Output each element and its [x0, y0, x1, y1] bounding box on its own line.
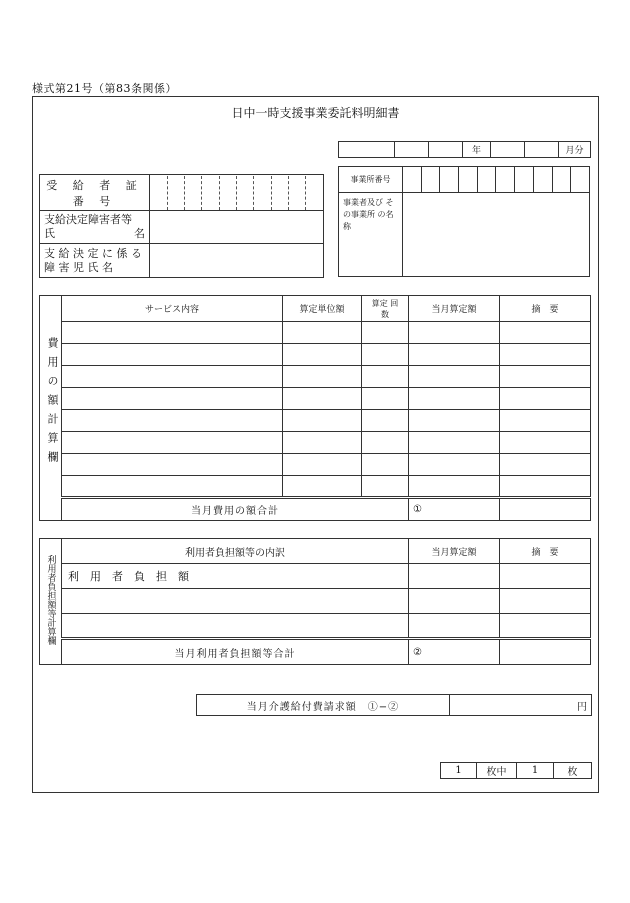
note-cell[interactable]: [500, 388, 591, 410]
office-no-digit[interactable]: [515, 167, 534, 193]
cert-digit[interactable]: [150, 176, 167, 210]
col-burden-amount: 当月算定額: [409, 539, 500, 564]
guardian-label-line1: 支給決定障害者等: [44, 213, 132, 226]
burden-breakdown-cell[interactable]: [62, 589, 409, 614]
form-title: 日中一時支援事業委託料明細書: [231, 106, 400, 120]
service-cell[interactable]: [62, 410, 283, 432]
year-digit-1[interactable]: [395, 142, 429, 158]
count-cell[interactable]: [362, 432, 409, 454]
cert-digit[interactable]: [202, 176, 219, 210]
office-no-digit[interactable]: [403, 167, 422, 193]
col-month-amount: 当月算定額: [409, 296, 500, 322]
burden-total-amount[interactable]: ②: [409, 639, 500, 665]
guardian-label-shi: 氏: [44, 227, 55, 240]
cert-digit[interactable]: [219, 176, 236, 210]
col-note: 摘 要: [500, 296, 591, 322]
service-cell[interactable]: [62, 366, 283, 388]
cost-total-row: [40, 498, 591, 521]
claim-amount-field[interactable]: [450, 695, 592, 716]
unit-cell[interactable]: [283, 432, 362, 454]
cost-row: [40, 476, 591, 498]
guardian-label: [40, 211, 150, 244]
cost-row: [40, 454, 591, 476]
count-cell[interactable]: [362, 388, 409, 410]
unit-cell[interactable]: [283, 344, 362, 366]
year-month-box: [338, 141, 591, 158]
col-count: 算定 回数: [362, 296, 409, 322]
amount-cell[interactable]: [409, 410, 500, 432]
cert-digit[interactable]: [167, 176, 184, 210]
cert-digit[interactable]: [236, 176, 253, 210]
user-burden-table: [39, 538, 591, 665]
burden-total-note[interactable]: [500, 639, 591, 665]
month-label: 月分: [559, 142, 591, 158]
burden-amount-cell[interactable]: [409, 589, 500, 614]
cert-digit[interactable]: [254, 176, 271, 210]
note-cell[interactable]: [500, 432, 591, 454]
cost-row: [40, 432, 591, 454]
cost-row: [40, 410, 591, 432]
cost-total-label: 当月費用の額合計: [62, 498, 409, 521]
cost-row: [40, 388, 591, 410]
burden-side-label: [40, 539, 62, 665]
office-block: [338, 166, 590, 277]
service-cell[interactable]: [62, 476, 283, 498]
guardian-label-mei: 名: [134, 227, 145, 240]
count-cell[interactable]: [362, 366, 409, 388]
year-label: 年: [463, 142, 491, 158]
guardian-name-field[interactable]: [150, 211, 324, 244]
cert-no-field[interactable]: [150, 175, 324, 211]
unit-cell[interactable]: [283, 322, 362, 344]
burden-side-label-text: 利用者負担額等計算欄: [45, 555, 56, 645]
office-no-label: 事業所番号: [339, 167, 403, 193]
cost-side-label: [40, 296, 62, 521]
sheet-of-label: 枚中: [477, 763, 517, 779]
col-burden-note: 摘 要: [500, 539, 591, 564]
service-cell[interactable]: [62, 388, 283, 410]
era-cell[interactable]: [339, 142, 395, 158]
month-digit-2[interactable]: [525, 142, 559, 158]
amount-cell[interactable]: [409, 432, 500, 454]
count-cell[interactable]: [362, 322, 409, 344]
note-cell[interactable]: [500, 410, 591, 432]
amount-cell[interactable]: [409, 388, 500, 410]
sheet-current[interactable]: 1: [441, 763, 477, 779]
note-cell[interactable]: [500, 322, 591, 344]
unit-cell[interactable]: [283, 410, 362, 432]
office-name-label: 事業者及び その事業所 の名称: [339, 193, 403, 277]
form-reference: 様式第21号（第83条関係）: [32, 82, 177, 95]
cost-table: [39, 295, 591, 521]
user-burden-label: 利 用 者 負 担 額: [62, 564, 409, 589]
unit-cell[interactable]: [283, 454, 362, 476]
cost-side-label-text: 費用の額計算欄: [46, 337, 59, 470]
office-no-digit[interactable]: [477, 167, 496, 193]
cert-no-label: 受 給 者 証 番 号: [40, 175, 150, 211]
service-cell[interactable]: [62, 322, 283, 344]
office-no-digit[interactable]: [571, 167, 590, 193]
cert-digit[interactable]: [306, 176, 323, 210]
amount-cell[interactable]: [409, 322, 500, 344]
year-digit-2[interactable]: [429, 142, 463, 158]
burden-note-cell[interactable]: [500, 614, 591, 639]
unit-cell[interactable]: [283, 388, 362, 410]
sheet-unit: 枚: [554, 763, 592, 779]
burden-total-label: 当月利用者負担額等合計: [62, 639, 409, 665]
col-breakdown: 利用者負担額等の内訳: [62, 539, 409, 564]
burden-amount-cell[interactable]: [409, 614, 500, 639]
service-cell[interactable]: [62, 454, 283, 476]
note-cell[interactable]: [500, 476, 591, 498]
cert-no-digits: [150, 176, 323, 210]
cost-total-note[interactable]: [500, 498, 591, 521]
sheet-count: [440, 762, 592, 779]
child-label-line2: 障 害 児 氏 名: [44, 260, 113, 274]
cost-row: [40, 366, 591, 388]
office-no-digit[interactable]: [459, 167, 478, 193]
claim-unit: 円: [577, 701, 587, 713]
office-no-digit[interactable]: [421, 167, 440, 193]
child-label: [40, 244, 150, 278]
burden-row: [40, 614, 591, 639]
service-cell[interactable]: [62, 344, 283, 366]
child-name-field[interactable]: [150, 244, 324, 278]
amount-cell[interactable]: [409, 366, 500, 388]
burden-breakdown-cell[interactable]: [62, 614, 409, 639]
count-cell[interactable]: [362, 476, 409, 498]
count-cell[interactable]: [362, 410, 409, 432]
cert-digit[interactable]: [185, 176, 202, 210]
claim-box: [196, 694, 592, 716]
amount-cell[interactable]: [409, 454, 500, 476]
recipient-block: [39, 174, 324, 278]
guardian-label-line2: [44, 227, 145, 241]
unit-cell[interactable]: [283, 476, 362, 498]
burden-note-cell[interactable]: [500, 564, 591, 589]
sheet-total[interactable]: 1: [517, 763, 554, 779]
service-cell[interactable]: [62, 432, 283, 454]
amount-cell[interactable]: [409, 476, 500, 498]
office-no-digit[interactable]: [440, 167, 459, 193]
cost-row: [40, 344, 591, 366]
amount-cell[interactable]: [409, 344, 500, 366]
burden-row: [40, 589, 591, 614]
burden-amount-cell[interactable]: [409, 564, 500, 589]
note-cell[interactable]: [500, 454, 591, 476]
burden-note-cell[interactable]: [500, 589, 591, 614]
count-cell[interactable]: [362, 454, 409, 476]
office-name-field[interactable]: [403, 193, 590, 277]
child-label-line1: 支 給 決 定 に 係 る: [44, 246, 142, 260]
cost-row: [40, 322, 591, 344]
cert-digit[interactable]: [288, 176, 305, 210]
office-no-digit[interactable]: [533, 167, 552, 193]
office-no-digit[interactable]: [552, 167, 571, 193]
cost-total-amount[interactable]: ①: [409, 498, 500, 521]
burden-row: [40, 564, 591, 589]
col-service: サービス内容: [62, 296, 283, 322]
unit-cell[interactable]: [283, 366, 362, 388]
note-cell[interactable]: [500, 366, 591, 388]
month-digit-1[interactable]: [491, 142, 525, 158]
col-unit-amount: 算定単位額: [283, 296, 362, 322]
burden-total-row: [40, 639, 591, 665]
office-no-digit[interactable]: [496, 167, 515, 193]
cert-digit[interactable]: [271, 176, 288, 210]
claim-label: 当月介護給付費請求額 ①−②: [197, 695, 450, 716]
count-cell[interactable]: [362, 344, 409, 366]
note-cell[interactable]: [500, 344, 591, 366]
